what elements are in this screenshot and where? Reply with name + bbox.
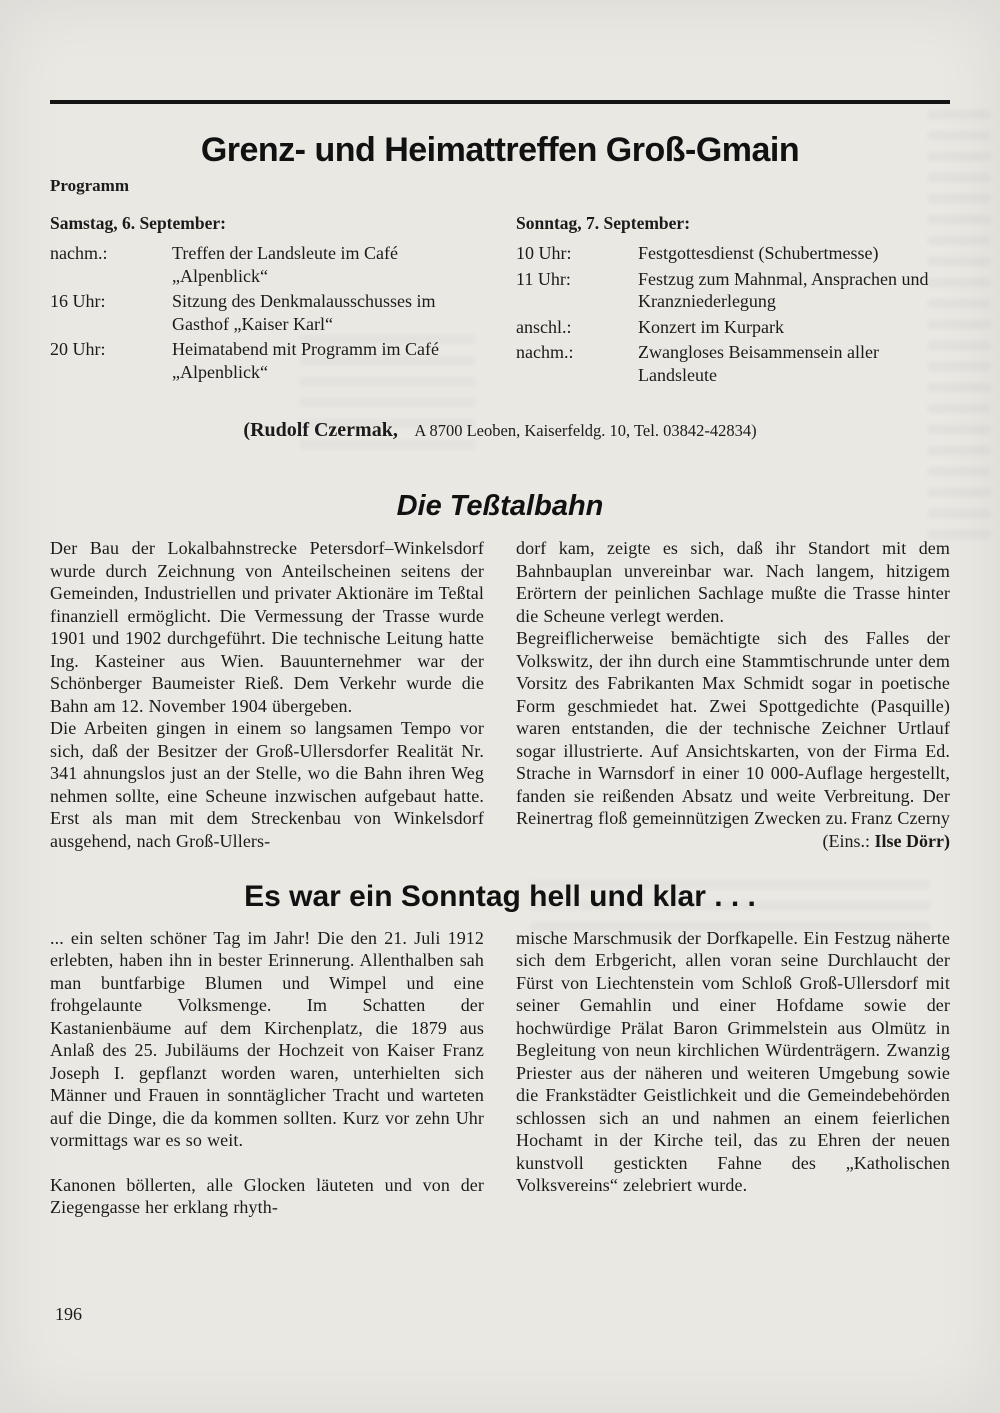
sonntag-right-column xyxy=(516,927,950,1219)
event-description: Treffen der Landsleute im Café „Alpenblick“ xyxy=(172,243,398,286)
schedule-row xyxy=(516,242,950,265)
contact-name: (Rudolf Czermak, xyxy=(243,419,398,442)
schedule-row xyxy=(50,338,484,383)
page-number: 196 xyxy=(55,1303,82,1324)
sonntag-article-title: Es war ein Sonntag hell und klar . . . xyxy=(244,880,756,914)
tesstalbahn-article-body xyxy=(50,537,950,852)
schedule-row xyxy=(516,268,950,313)
event-time: 16 Uhr: xyxy=(50,291,106,312)
event-time: 11 Uhr: xyxy=(516,268,571,289)
contact-details: A 8700 Leoben, Kaiserfeldg. 10, Tel. 03842-42834) xyxy=(414,421,757,441)
schedule-row xyxy=(516,316,950,339)
meeting-article-header xyxy=(50,132,950,198)
contact-line xyxy=(50,419,950,443)
schedule-row xyxy=(50,290,484,335)
event-description: Festzug zum Mahnmal, Ansprachen und Kranzniederlegung xyxy=(638,268,929,312)
event-time: nachm.: xyxy=(50,243,108,264)
event-time: 10 Uhr: xyxy=(516,243,572,264)
event-description: Konzert im Kurpark xyxy=(638,316,784,337)
sonntag-left-column xyxy=(50,927,484,1219)
event-description: Sitzung des Denkmalausschusses im Gasthof „Kaiser Karl“ xyxy=(172,291,436,334)
schedule-row xyxy=(50,242,484,287)
paragraph: Der Bau der Lokalbahnstrecke Petersdorf–Winkelsdorf wurde durch Zeichnung von Anteilscheinen seitens der Gemeinden, Industriellen und privater Aktionäre im Teßtal finanziell ermöglicht. Die Vermessung der Trasse wurde 1901 und 1902 durchgeführt. Die technische Leitung hatte Ing. Kasteiner aus Wien. Bauunternehmer war der Schönberger Baumeister Rieß. Dem Verkehr wurde die Bahn am 12. November 1904 übergeben. xyxy=(50,538,484,716)
submitter-line xyxy=(516,830,950,853)
top-rule xyxy=(50,100,950,104)
tesstalbahn-right-column xyxy=(516,537,950,852)
event-description: Zwangloses Beisammensein aller Landsleute xyxy=(638,342,879,385)
schedule-sunday-column xyxy=(516,212,950,390)
paragraph-text: Begreiflicherweise bemächtigte sich des Falles der Volkswitz, der ihn durch eine Stammtischrunde unter dem Vorsitz des Fabrikanten Max Schmidt sogar in poetische Form geschmiedet hat. Zwei Spottgedichte (Pasquille) waren entstanden, die der technische Zeichner Urtlauf sogar illustrierte. Auf Ansichtskarten, von der Firma Ed. Strache in Warnsdorf in einer 10 000-Auflage hergestellt, fanden sie reißenden Absatz und weite Verbreitung. Der Reinertrag floß gemeinnützigen Zwecken zu. xyxy=(516,628,950,829)
event-time: anschl.: xyxy=(516,316,572,337)
schedule-row xyxy=(516,341,950,386)
author-signature: Franz Czerny xyxy=(850,808,950,829)
submitter-prefix: (Eins.: xyxy=(822,830,875,851)
tesstalbahn-left-column xyxy=(50,537,484,852)
submitter-name: Ilse Dörr) xyxy=(874,830,950,851)
event-time: 20 Uhr: xyxy=(50,339,106,360)
schedule-saturday-column xyxy=(50,212,484,390)
program-label: Programm xyxy=(50,176,129,196)
event-time: nachm.: xyxy=(516,342,574,363)
sonntag-article-body xyxy=(50,927,950,1219)
paragraph: dorf kam, zeigte es sich, daß ihr Standort mit dem Bahnbauplan unvereinbar war. Nach langem, hitzigem Erörtern der peinlichen Sachlage mußte die Trasse hinter die Scheune verlegt werden. xyxy=(516,538,950,626)
event-description: Heimatabend mit Programm im Café „Alpenblick“ xyxy=(172,339,439,382)
paragraph xyxy=(516,627,950,830)
saturday-heading: Samstag, 6. September: xyxy=(50,212,226,233)
paragraph: Kanonen böllerten, alle Glocken läuteten und von der Ziegengasse her erklang rhyth- xyxy=(50,1174,484,1218)
meeting-article-title: Grenz- und Heimattreffen Groß-Gmain xyxy=(200,131,800,169)
sunday-heading: Sonntag, 7. September: xyxy=(516,212,691,233)
paragraph: mische Marschmusik der Dorfkapelle. Ein Festzug näherte sich dem Erbgericht, allen voran seine Durchlaucht der Fürst von Liechtenstein vom Schloß Groß-Ullersdorf mit seiner Gemahlin und einer Hofdame sowie der hochwürdige Prälat Baron Grimmelstein aus Olmütz in Begleitung von neun kirchlichen Würdenträgern. Zwanzig Priester aus der näheren und weiteren Umgebung sowie die Frankstädter Geistlichkeit und die Gemeindebehörden schlossen sich an und nahmen an einem feierlichen Hochamt in der Kirche teil, das zu Ehren der neuen kunstvoll gestickten Fahne des „Katholischen Volksvereins“ zelebriert wurde. xyxy=(516,927,950,1196)
paragraph: ... ein selten schöner Tag im Jahr! Die den 21. Juli 1912 erlebten, haben ihn in bester Erinnerung. Allenthalben sah man buntfarbige Blumen und Wimpel und eine frohgelaunte Volksmenge. Im Schatten der Kastanienbäume auf dem Kirchenplatz, die 1879 aus Anlaß des 25. Jubiläums der Hochzeit von Kaiser Franz Joseph I. gepflanzt worden waren, unterhielten sich Männer und Frauen in sonntäglicher Tracht und warteten auf die Dinge, die da kommen sollten. Kurz vor zehn Uhr vormittags war es so weit. xyxy=(50,927,484,1151)
tesstalbahn-article-title: Die Teßtalbahn xyxy=(396,489,604,522)
paragraph: Die Arbeiten gingen in einem so langsamen Tempo vor sich, daß der Besitzer der Groß-Ullersdorfer Realität Nr. 341 ahnungslos just an der Stelle, wo die Bahn ihren Weg nehmen sollte, eine Scheune inzwischen aufgebaut hatte. Erst als man mit dem Streckenbau von Winkelsdorf ausgehend, nach Groß-Ullers- xyxy=(50,718,484,851)
event-description: Festgottesdienst (Schubertmesse) xyxy=(638,243,879,264)
program-schedule xyxy=(50,212,950,390)
